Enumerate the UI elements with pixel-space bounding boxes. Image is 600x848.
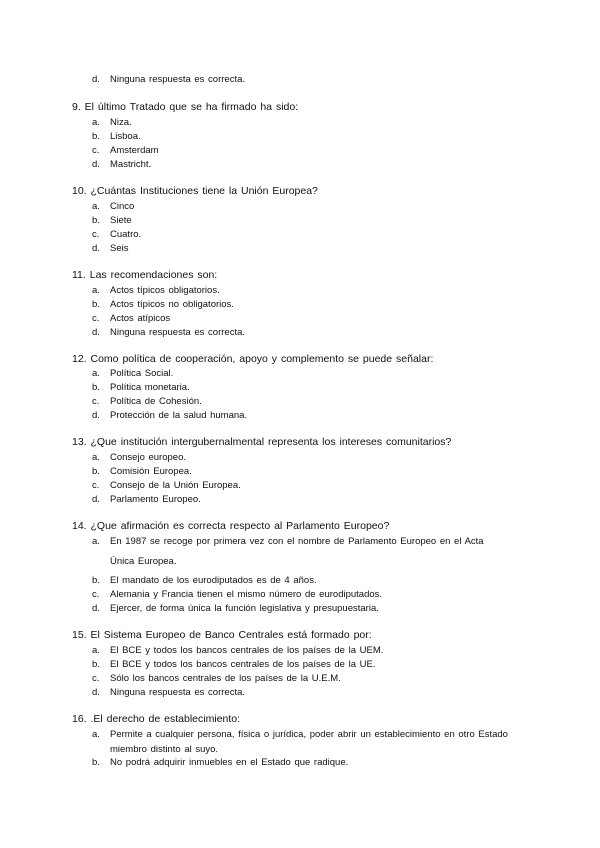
option-letter: d. xyxy=(92,159,100,170)
option-letter: a. xyxy=(92,645,100,656)
option-item xyxy=(92,242,128,255)
option-letter: a. xyxy=(92,201,100,212)
question-title: 10. ¿Cuántas Instituciones tiene la Unión Europea? xyxy=(72,185,318,197)
option-letter: b. xyxy=(92,131,100,142)
option-letter: c. xyxy=(92,589,100,600)
option-item xyxy=(92,200,134,213)
option-item xyxy=(92,451,186,464)
option-letter: d. xyxy=(92,687,100,698)
question-title: 15. El Sistema Europeo de Banco Centrales está formado por: xyxy=(72,629,372,641)
option-text: Actos típicos obligatorios. xyxy=(110,285,220,296)
option-letter: b. xyxy=(92,659,100,670)
option-text: Ninguna respuesta es correcta. xyxy=(110,687,246,698)
option-letter: b. xyxy=(92,757,100,768)
option-letter: b. xyxy=(92,575,100,586)
question-title: 16. .El derecho de establecimiento: xyxy=(72,713,241,725)
option-item xyxy=(92,395,202,408)
option-item xyxy=(92,326,245,339)
option-item xyxy=(92,214,132,227)
option-letter: d. xyxy=(92,410,100,421)
option-item xyxy=(92,73,245,86)
option-letter: a. xyxy=(92,285,100,296)
option-text: Ninguna respuesta es correcta. xyxy=(110,327,246,338)
option-text: En 1987 se recoge por primera vez con el nombre de Parlamento Europeo en el Acta Única Europea. xyxy=(110,536,484,567)
question-title: 9. El último Tratado que se ha firmado ha sido: xyxy=(72,101,299,113)
option-item xyxy=(92,574,317,587)
option-letter: d. xyxy=(92,74,100,85)
option-letter: d. xyxy=(92,327,100,338)
option-item xyxy=(92,588,382,601)
option-text: Política monetaria. xyxy=(110,382,190,393)
option-item xyxy=(92,144,159,157)
option-text: Mastricht. xyxy=(110,159,152,170)
option-item xyxy=(92,493,201,506)
option-letter: a. xyxy=(92,117,100,128)
option-text: Protección de la salud humana. xyxy=(110,410,248,421)
option-text: Ejercer, de forma única la función legislativa y presupuestaria. xyxy=(110,603,379,614)
question-title: 12. Como política de cooperación, apoyo y complemento se puede señalar: xyxy=(72,353,434,365)
option-letter: b. xyxy=(92,382,100,393)
option-letter: a. xyxy=(92,536,100,547)
option-text: Actos típicos no obligatorios. xyxy=(110,299,234,310)
option-letter: c. xyxy=(92,480,100,491)
option-item xyxy=(92,686,245,699)
option-item xyxy=(92,644,383,657)
option-text: Ninguna respuesta es correcta. xyxy=(110,74,246,85)
option-item xyxy=(92,479,241,492)
question-title: 14. ¿Que afirmación es correcta respecto al Parlamento Europeo? xyxy=(72,520,390,532)
option-item xyxy=(92,756,348,769)
option-text: Niza. xyxy=(110,117,132,128)
option-item xyxy=(92,465,192,478)
option-item xyxy=(92,116,132,129)
option-item xyxy=(92,381,190,394)
option-item xyxy=(92,672,341,685)
option-letter: a. xyxy=(92,729,100,740)
option-letter: c. xyxy=(92,229,100,240)
option-letter: b. xyxy=(92,299,100,310)
option-text: Actos atípicos xyxy=(110,313,171,324)
question-title: 11. Las recomendaciones son: xyxy=(72,269,218,281)
option-item xyxy=(92,228,141,241)
option-letter: d. xyxy=(92,603,100,614)
option-letter: b. xyxy=(92,215,100,226)
option-text: Consejo de la Unión Europea. xyxy=(110,480,241,491)
option-letter: c. xyxy=(92,396,100,407)
option-text: Política de Cohesión. xyxy=(110,396,202,407)
option-text: Amsterdam xyxy=(110,145,159,156)
option-text: Cuatro. xyxy=(110,229,142,240)
option-letter: b. xyxy=(92,466,100,477)
option-text: Lisboa. xyxy=(110,131,141,142)
option-item xyxy=(92,367,173,380)
option-letter: d. xyxy=(92,243,100,254)
option-letter: c. xyxy=(92,673,100,684)
option-text: Permite a cualquier persona, física o jurídica, poder abrir un establecimiento en otro Estado miembro distinto al suyo. xyxy=(110,729,508,755)
option-text: El mandato de los eurodiputados es de 4 años. xyxy=(110,575,317,586)
question-title: 13. ¿Que institución intergubernalmental representa los intereses comunitarios? xyxy=(72,436,452,448)
option-item xyxy=(92,298,234,311)
option-item xyxy=(92,409,247,422)
option-text: Política Social. xyxy=(110,368,174,379)
option-item xyxy=(92,532,510,572)
option-item xyxy=(92,602,379,615)
option-item xyxy=(92,727,520,757)
option-letter: c. xyxy=(92,313,100,324)
option-letter: d. xyxy=(92,494,100,505)
option-text: Comisión Europea. xyxy=(110,466,192,477)
option-item xyxy=(92,158,151,171)
option-letter: a. xyxy=(92,368,100,379)
option-letter: c. xyxy=(92,145,100,156)
option-text: El BCE y todos los bancos centrales de los países de la UE. xyxy=(110,659,376,670)
option-text: Siete xyxy=(110,215,132,226)
option-letter: a. xyxy=(92,452,100,463)
option-text: No podrá adquirir inmuebles en el Estado que radique. xyxy=(110,757,349,768)
option-text: Alemania y Francia tienen el mismo número de eurodiputados. xyxy=(110,589,383,600)
option-text: Parlamento Europeo. xyxy=(110,494,201,505)
option-item xyxy=(92,658,375,671)
option-text: Consejo europeo. xyxy=(110,452,186,463)
option-item xyxy=(92,130,141,143)
option-text: Seis xyxy=(110,243,129,254)
option-text: El BCE y todos los bancos centrales de los países de la UEM. xyxy=(110,645,384,656)
option-text: Sólo los bancos centrales de los países de la U.E.M. xyxy=(110,673,341,684)
option-item xyxy=(92,312,170,325)
option-item xyxy=(92,284,220,297)
option-text: Cinco xyxy=(110,201,135,212)
